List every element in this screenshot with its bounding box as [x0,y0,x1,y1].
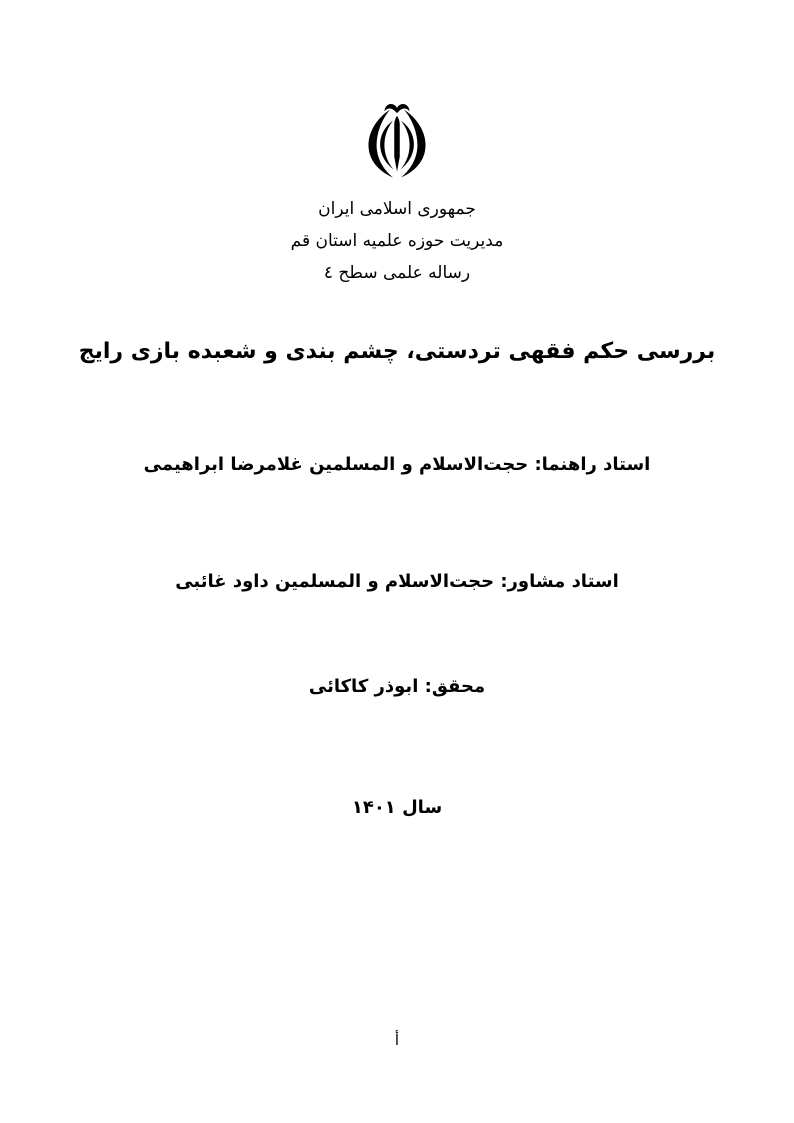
year-line: سال ۱۴۰۱ [351,797,443,818]
page-number: أ [394,1031,400,1049]
header-document-type: رساله علمی سطح ٤ [323,263,471,283]
iran-national-emblem-icon [17,101,777,182]
advisor-line: استاد مشاور: حجت‌الاسلام و المسلمین داود غائبی [175,571,619,592]
researcher-line: محقق: ابوذر کاکائی [308,676,486,697]
header-country: جمهوری اسلامی ایران [318,199,476,219]
supervisor-line: استاد راهنما: حجت‌الاسلام و المسلمین غلامرضا ابراهیمی [143,454,651,475]
header-organization: مدیریت حوزه علمیه استان قم [290,231,504,251]
thesis-title: بررسی حکم فقهی تردستی، چشم بندی و شعبده بازی رایج [78,339,716,364]
